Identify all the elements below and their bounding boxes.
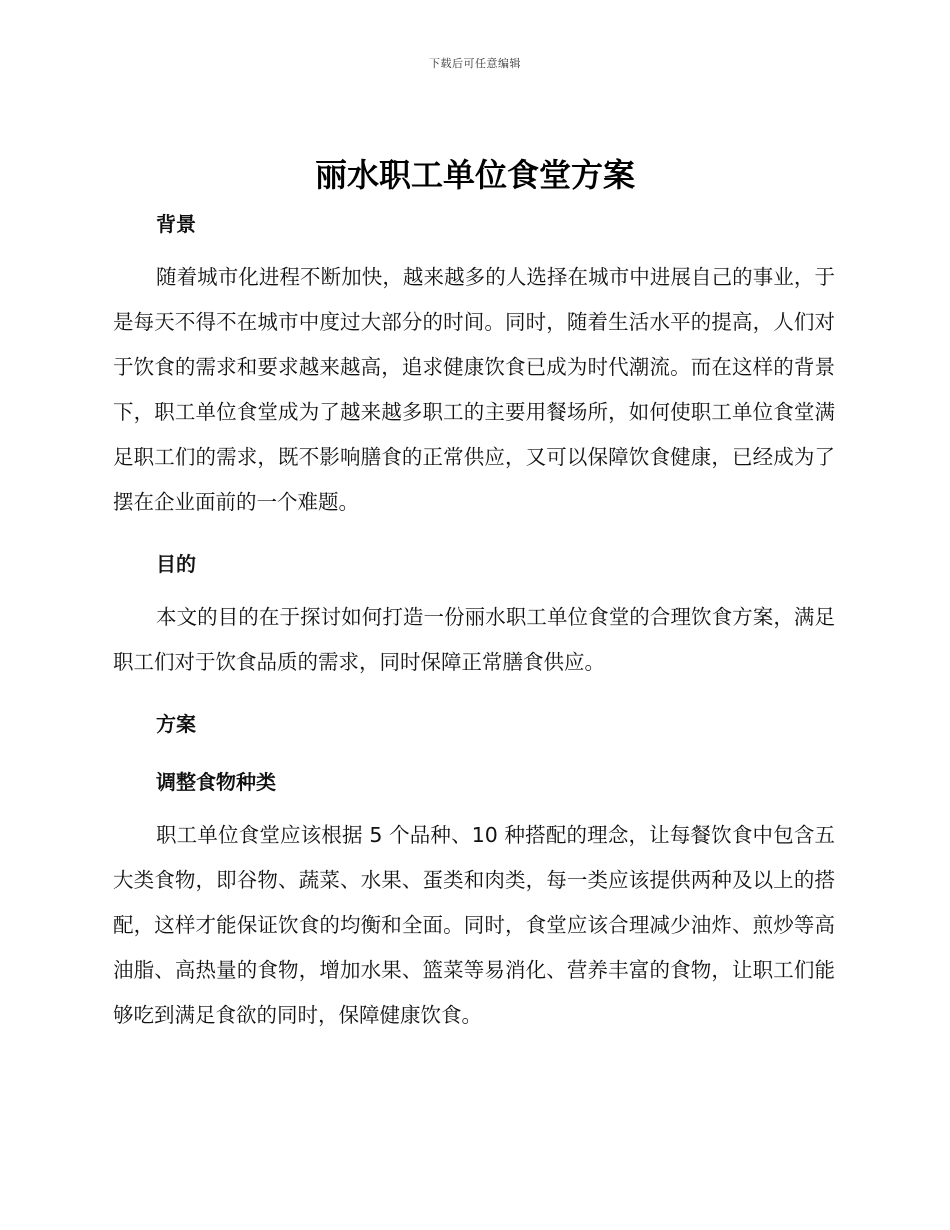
- page-header-note: 下载后可任意编辑: [429, 57, 521, 70]
- section-heading-adjust-food-types: 调整食物种类: [156, 770, 276, 794]
- document-title: 丽水职工单位食堂方案: [314, 156, 635, 194]
- section-heading-plan: 方案: [156, 712, 196, 736]
- section-paragraph-background: 随着城市化进程不断加快，越来越多的人选择在城市中进展自己的事业，于是每天不得不在城市中度过大部分的时间。同时，随着生活水平的提高，人们对于饮食的需求和要求越来越高，追求健康饮食已成为时代潮流。而在这样的背景下，职工单位食堂成为了越来越多职工的主要用餐场所，如何使职工单位食堂满足职工们的需求，既不影响膳食的正常供应，又可以保障饮食健康，已经成为了摆在企业面前的一个难题。: [113, 265, 835, 514]
- section-paragraph-purpose: 本文的目的在于探讨如何打造一份丽水职工单位食堂的合理饮食方案，满足职工们对于饮食品质的需求，同时保障正常膳食供应。: [113, 605, 835, 674]
- section-paragraph-adjust-food-types: 职工单位食堂应该根据 5 个品种、10 种搭配的理念，让每餐饮食中包含五大类食物，即谷物、蔬菜、水果、蛋类和肉类，每一类应该提供两种及以上的搭配，这样才能保证饮食的均衡和全面。同时，食堂应该合理减少油炸、煎炒等高油脂、高热量的食物，增加水果、篮菜等易消化、营养丰富的食物，让职工们能够吃到满足食欲的同时，保障健康饮食。: [113, 823, 835, 1027]
- section-heading-background: 背景: [156, 212, 196, 236]
- section-heading-purpose: 目的: [156, 552, 196, 576]
